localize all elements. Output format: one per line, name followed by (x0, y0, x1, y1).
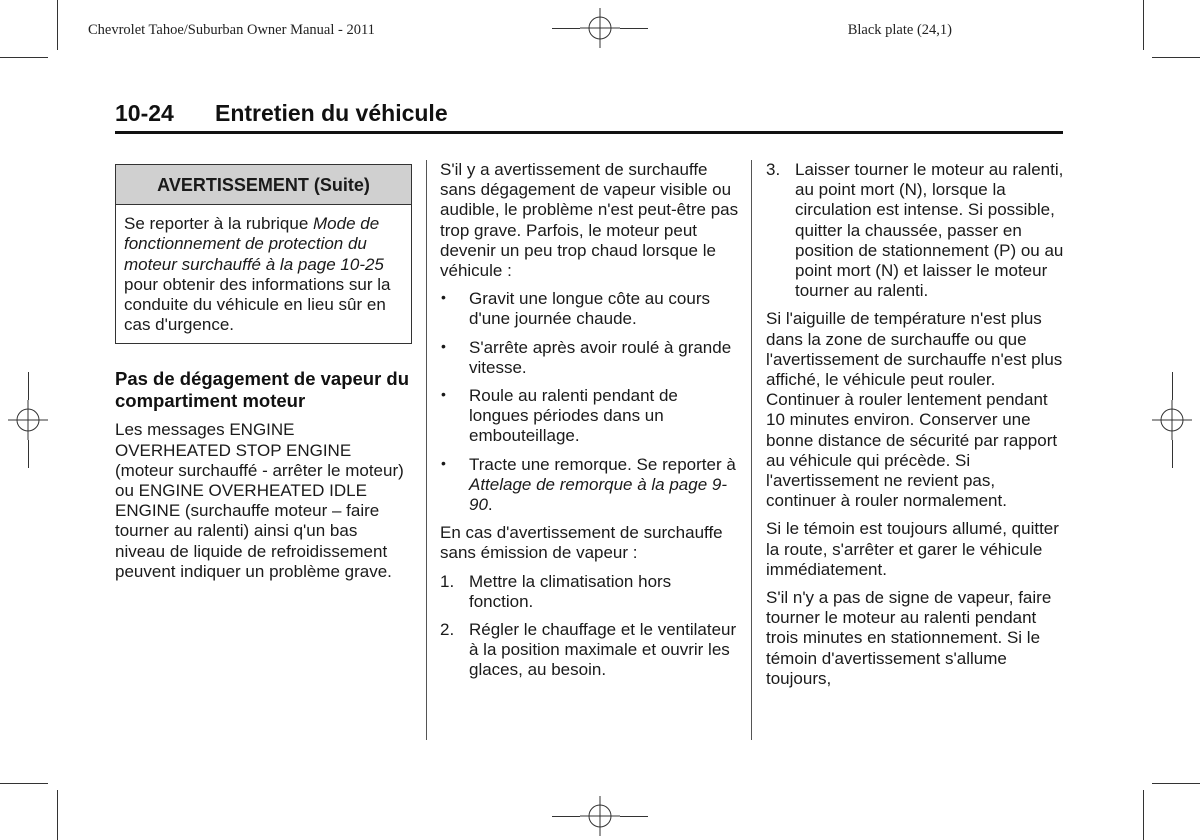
list-item (766, 160, 1066, 301)
page-heading (115, 100, 1063, 134)
warning-box (115, 164, 412, 344)
list-item (440, 289, 740, 329)
list-item (440, 572, 740, 612)
registration-tick (620, 28, 648, 29)
list-item (440, 455, 740, 516)
crop-mark (0, 783, 48, 784)
registration-mark-icon (580, 796, 620, 836)
registration-mark-icon (8, 400, 48, 440)
cross-reference-link[interactable]: Mode de fonctionnement de protection du moteur surchauffé à la page 10-25 (124, 214, 384, 274)
list-item (440, 386, 740, 447)
page-number: 10-24 (115, 100, 174, 126)
list-item-text: Roule au ralenti pendant de longues périodes dans un embouteillage. (469, 386, 678, 446)
registration-tick (552, 28, 580, 29)
list-item-text: Laisser tourner le moteur au ralenti, au point mort (N), lorsque la circulation est intense. Si possible, quitter la chaussée, passer en position de stationnement (P) ou au point mort (N) et laisser le moteur tourner au ralenti. (795, 160, 1064, 301)
list-item-text: S'arrête après avoir roulé à grande vitesse. (469, 337, 732, 377)
list-item (440, 338, 740, 378)
list-item-text: . (487, 495, 493, 515)
crop-mark (1152, 783, 1200, 784)
body-paragraph: En cas d'avertissement de surchauffe sans émission de vapeur : (440, 523, 723, 563)
column-3 (766, 160, 1066, 697)
bullet-list (440, 289, 740, 515)
body-paragraph: Les messages ENGINE OVERHEATED STOP ENGINE (moteur surchauffé - arrêter le moteur) ou ENGINE OVERHEATED IDLE ENGINE (surchauffe moteur – faire tourner au ralenti) ainsi q'un bas niveau de liquide de refroidissement peuvent indiquer un problème grave. (115, 420, 404, 581)
body-paragraph: S'il n'y a pas de signe de vapeur, faire tourner le moteur au ralenti pendant trois minutes en stationnement. Si le témoin d'avertissement s'allume toujours, (766, 588, 1052, 688)
print-header-plate: Black plate (24,1) (847, 22, 952, 38)
numbered-list (766, 160, 1066, 301)
section-title: Entretien du véhicule (215, 100, 448, 126)
list-item-text: Mettre la climatisation hors fonction. (469, 571, 672, 611)
crop-mark (57, 0, 58, 50)
cross-reference-link[interactable]: Attelage de remorque à la page 9-90 (469, 474, 728, 515)
warning-body (116, 205, 411, 343)
column-divider (426, 160, 427, 740)
registration-tick (1172, 372, 1173, 400)
column-divider (751, 160, 752, 740)
list-item-text: Gravit une longue côte au cours d'une journée chaude. (469, 289, 710, 329)
registration-tick (552, 816, 580, 817)
registration-tick (1172, 440, 1173, 468)
registration-tick (620, 816, 648, 817)
bullet-icon: • (441, 337, 446, 354)
bullet-icon: • (441, 289, 446, 306)
crop-mark (1143, 0, 1144, 50)
warning-title: AVERTISSEMENT (Suite) (116, 165, 411, 205)
registration-mark-icon (1152, 400, 1192, 440)
print-header-title: Chevrolet Tahoe/Suburban Owner Manual - 2011 (88, 22, 375, 38)
crop-mark (1152, 57, 1200, 58)
list-item (440, 620, 740, 681)
registration-mark-icon (580, 8, 620, 48)
column-1 (115, 160, 412, 590)
registration-tick (28, 440, 29, 468)
registration-tick (28, 372, 29, 400)
step-number: 3. (766, 160, 781, 179)
crop-mark (57, 790, 58, 840)
bullet-icon: • (441, 386, 446, 403)
crop-mark (0, 57, 48, 58)
bullet-icon: • (441, 454, 446, 471)
list-item-text: Régler le chauffage et le ventilateur à la position maximale et ouvrir les glaces, au besoin. (469, 620, 737, 680)
body-paragraph: Si le témoin est toujours allumé, quitter la route, s'arrêter et garer le véhicule immédiatement. (766, 519, 1059, 579)
step-number: 1. (440, 571, 455, 591)
list-item-text: Tracte une remorque. Se reporter à (469, 454, 736, 474)
heading-rule (115, 131, 1063, 134)
step-number: 2. (440, 620, 455, 640)
crop-mark (1143, 790, 1144, 840)
warning-text: Se reporter à la rubrique (124, 214, 313, 234)
body-paragraph: S'il y a avertissement de surchauffe sans dégagement de vapeur visible ou audible, le problème n'est peut-être pas trop grave. Parfois, le moteur peut devenir un peu trop chaud lorsque le véhicule : (440, 160, 739, 281)
numbered-list (440, 572, 740, 681)
warning-text: pour obtenir des informations sur la conduite du véhicule en lieu sûr en cas d'urgence. (124, 274, 391, 335)
body-paragraph: Si l'aiguille de température n'est plus dans la zone de surchauffe ou que l'avertissement de surchauffe n'est plus affiché, le véhicule peut rouler. Continuer à rouler lentement pendant 10 minutes environ. Conserver une bonne distance de sécurité par rapport au véhicule qui précède. Si l'avertissement ne revient pas, continuer à rouler normalement. (766, 309, 1063, 511)
subheading: Pas de dégagement de vapeur du compartiment moteur (115, 368, 410, 412)
column-2 (440, 160, 740, 689)
